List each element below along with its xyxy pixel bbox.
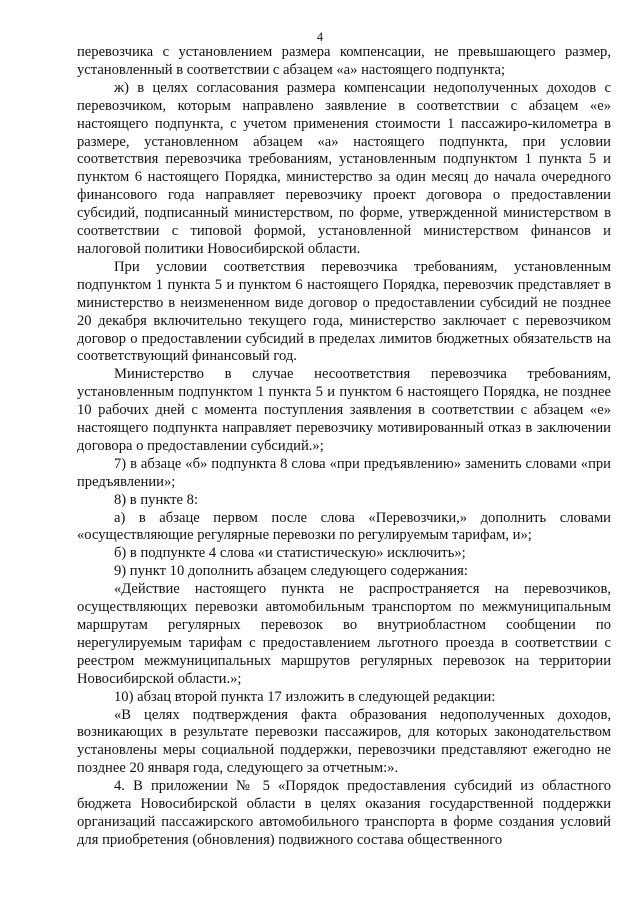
paragraph-item-9-quote: «Действие настоящего пункта не распространяется на перевозчиков, осуществляющих перевозки автомобильным транспортом по межмуниципальным маршрутам регулярных перевозок во внутриобластном сообщении по нерегулируемым тарифам с предоставлением льготного проезда в соответствии с реестром межмуниципальных маршрутов регулярных перевозок на территории Новосибирской области.»; xyxy=(77,581,611,687)
paragraph-carrier-conditions: При условии соответствия перевозчика требованиям, установленным подпунктом 1 пункта 5 и пунктом 6 настоящего Порядка, перевозчик представляет в министерство в неизмененном виде договор о предоставлении субсидий не позднее 20 декабря включительно текущего года, министерство заключает с перевозчиком договор о предоставлении субсидий в пределах лимитов бюджетных обязательств на соответствующий финансовый год. xyxy=(77,258,611,365)
paragraph-ministry-refusal: Министерство в случае несоответствия перевозчика требованиям, установленным подпунктом 1 пункта 5 и пунктом 6 настоящего Порядка, не позднее 10 рабочих дней с момента поступления заявления в соответствии с абзацем «е» настоящего подпункта направляет перевозчику мотивированный отказ в заключении договора о предоставлении субсидий.»; xyxy=(77,366,611,454)
paragraph-item-10: 10) абзац второй пункта 17 изложить в следующей редакции: xyxy=(114,688,496,705)
paragraph-continuation: перевозчика с установлением размера компенсации, не превышающего размер, установленный в соответствии с абзацем «а» настоящего подпункта; xyxy=(77,44,611,78)
paragraph-item-8: 8) в пункте 8: xyxy=(114,491,199,508)
paragraph-item-9: 9) пункт 10 дополнить абзацем следующего содержания: xyxy=(114,563,468,580)
paragraph-item-7: 7) в абзаце «б» подпункта 8 слова «при предъявлению» заменить словами «при предъявлении»; xyxy=(77,455,611,490)
paragraph-item-8b: б) в подпункте 4 слова «и статистическую» исключить»; xyxy=(114,545,466,562)
document-body xyxy=(77,44,611,850)
paragraph-item-8a: а) в абзаце первом после слова «Перевозчики,» дополнить словами «осуществляющие регулярные перевозки по регулируемым тарифам, и»; xyxy=(77,509,611,544)
paragraph-item-10-quote: «В целях подтверждения факта образования недополученных доходов, возникающих в результате перевозки пассажиров, для которых законодательством установлены меры социальной поддержки, перевозчики представляют ежегодно не позднее 20 января года, следующего за отчетным:». xyxy=(77,706,611,777)
paragraph-subitem-zh: ж) в целях согласования размера компенсации недополученных доходов с перевозчиком, которым направлено заявление в соответствии с абзацем «е» настоящего подпункта, с учетом применения стоимости 1 пассажиро-километра в размере, установленном абзацем «а» настоящего подпункта, при условии соответствия перевозчика требованиям, установленным подпунктом 1 пункта 5 и пунктом 6 настоящего Порядка, министерство за один месяц до начала очередного финансового года направляет перевозчику проект договора о предоставлении субсидий, подписанный министерством, по форме, утвержденной министерством в соответствии с типовой формой, установленной министерством финансов и налоговой политики Новосибирской области. xyxy=(77,79,611,257)
paragraph-item-4-appendix-5: 4. В приложении № 5 «Порядок предоставления субсидий из областного бюджета Новосибирской области в целях оказания государственной поддержки организаций пассажирского автомобильного транспорта в форме создания условий для приобретения (обновления) подвижного состава общественного xyxy=(77,778,611,848)
page-number: 4 xyxy=(316,30,324,44)
